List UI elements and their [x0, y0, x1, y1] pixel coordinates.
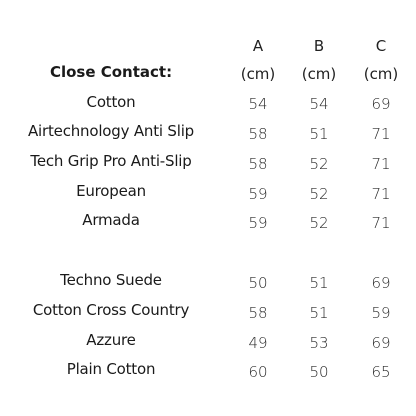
row-value-b: 51 — [309, 274, 329, 292]
row-value-b: 51 — [309, 304, 329, 322]
row-value-a: 59 — [248, 214, 268, 232]
row-value-c: 69 — [371, 274, 391, 292]
row-name: Techno Suede — [60, 271, 162, 289]
row-value-a: 58 — [248, 155, 268, 173]
column-b-unit: (cm) — [301, 65, 337, 83]
row-name: Plain Cotton — [66, 360, 156, 378]
row-value-a: 59 — [248, 185, 268, 203]
column-c-unit: (cm) — [363, 65, 399, 83]
row-value-c: 71 — [371, 155, 391, 173]
column-c-letter: C — [375, 37, 387, 55]
row-value-c: 71 — [371, 214, 391, 232]
row-value-a: 58 — [248, 304, 268, 322]
row-value-c: 71 — [371, 125, 391, 143]
row-value-a: 58 — [248, 125, 268, 143]
row-value-b: 52 — [309, 185, 329, 203]
column-a-letter: A — [252, 37, 264, 55]
row-value-a: 60 — [248, 363, 268, 381]
column-b-letter: B — [313, 37, 325, 55]
row-value-a: 54 — [248, 95, 268, 113]
row-name: Cotton Cross Country — [32, 301, 190, 319]
row-value-a: 50 — [248, 274, 268, 292]
row-name: Azzure — [86, 331, 136, 349]
row-value-c: 69 — [371, 334, 391, 352]
row-name: Tech Grip Pro Anti-Slip — [30, 152, 192, 170]
row-value-b: 54 — [309, 95, 329, 113]
row-name: Cotton — [86, 93, 136, 111]
row-value-a: 49 — [248, 334, 268, 352]
row-value-b: 51 — [309, 125, 329, 143]
row-value-c: 65 — [371, 363, 391, 381]
row-name: Armada — [82, 211, 140, 229]
column-a-unit: (cm) — [240, 65, 276, 83]
row-value-c: 71 — [371, 185, 391, 203]
row-value-b: 53 — [309, 334, 329, 352]
row-value-c: 59 — [371, 304, 391, 322]
row-value-b: 52 — [309, 155, 329, 173]
row-name: Airtechnology Anti Slip — [27, 122, 195, 140]
row-value-c: 69 — [371, 95, 391, 113]
row-name: European — [76, 182, 146, 200]
row-value-b: 52 — [309, 214, 329, 232]
row-value-b: 50 — [309, 363, 329, 381]
section-heading: Close Contact: — [49, 63, 173, 81]
